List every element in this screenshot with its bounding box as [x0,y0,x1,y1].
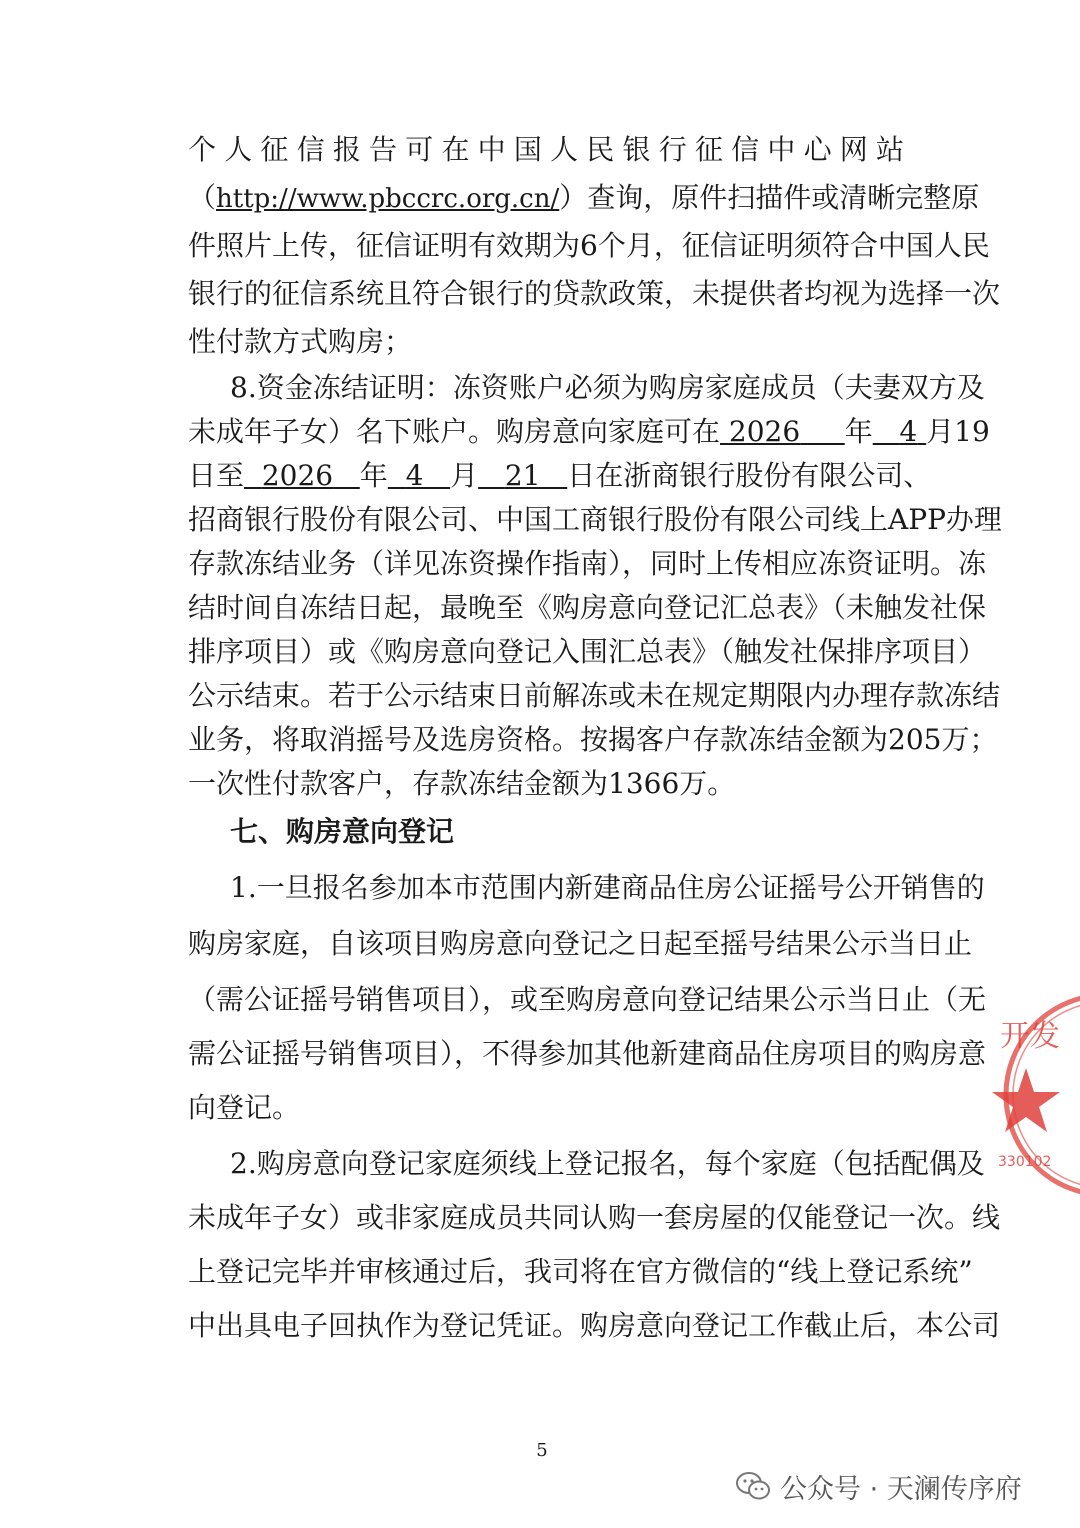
account-label[interactable]: 公众号 · 天澜传序府 [780,1473,1022,1505]
text-fragment: 日在浙商银行股份有限公司、 [567,459,932,492]
text-line: 上登记完毕并审核通过后，我司将在官方微信的“线上登记系统” [188,1255,973,1288]
text-fragment: 未成年子女）名下账户。购房意向家庭可在 [188,415,721,448]
text-line: 2.购房意向登记家庭须线上登记报名，每个家庭（包括配偶及 [230,1147,985,1180]
text-line [188,414,990,450]
text-line: 业务，将取消摇号及选房资格。按揭客户存款冻结金额为205万； [188,723,998,756]
text-fragment: 年 [359,459,388,492]
text-fragment: （ [188,181,217,214]
month-field: 4 [405,459,424,492]
text-line: 件照片上传，征信证明有效期为6个月，征信证明须符合中国人民 [188,229,990,262]
section-heading: 七、购房意向登记 [230,815,455,848]
text-line: 存款冻结业务（详见冻资操作指南），同时上传相应冻资证明。冻 [188,547,987,580]
page-number: 5 [536,1440,548,1461]
text-fragment: 日至 [188,459,245,492]
year-field: 2026 [261,459,334,492]
month-field: 4 [899,415,918,448]
wechat-footer [736,1466,1022,1506]
text-line: 中出具电子回执作为登记凭证。购房意向登记工作截止后，本公司 [188,1309,1001,1342]
text-line: 招商银行股份有限公司、中国工商银行股份有限公司线上APP办理 [188,503,1002,536]
text-line: 向登记。 [188,1091,301,1124]
text-fragment: 月19 [926,415,990,448]
text-fragment: 月 [450,459,479,492]
text-line: 一次性付款客户，存款冻结金额为1366万。 [188,767,736,800]
year-field: 2026 [728,415,801,448]
text-line: 个人征信报告可在中国人民银行征信中心网站 [188,133,904,166]
text-line [188,180,980,217]
text-line: 排序项目）或《购房意向登记入围汇总表》（触发社保排序项目） [188,635,987,668]
svg-text:330102: 330102 [998,1154,1052,1170]
text-line: 需公证摇号销售项目），不得参加其他新建商品住房项目的购房意 [188,1037,987,1070]
company-seal [986,990,1080,1200]
credit-center-link[interactable]: http://www.pbccrc.org.cn/ [216,184,560,214]
svg-text:开发: 开发 [1000,1019,1060,1054]
text-line: 性付款方式购房； [188,325,413,358]
text-line: 8.资金冻结证明：冻资账户必须为购房家庭成员（夫妻双方及 [230,371,985,404]
text-line: 未成年子女）或非家庭成员共同认购一套房屋的仅能登记一次。线 [188,1201,1001,1234]
seal-stamp-icon [986,990,1080,1200]
text-line: （需公证摇号销售项目），或至购房意向登记结果公示当日止（无 [188,983,987,1016]
text-line: 结时间自冻结日起，最晚至《购房意向登记汇总表》（未触发社保 [188,591,987,624]
text-line: 1.一旦报名参加本市范围内新建商品住房公证摇号公开销售的 [230,871,985,904]
text-line: 购房家庭，自该项目购房意向登记之日起至摇号结果公示当日止 [188,927,973,960]
day-field: 21 [504,459,541,492]
wechat-icon [736,1471,770,1501]
text-line: 公示结束。若于公示结束日前解冻或未在规定期限内办理存款冻结 [188,679,1001,712]
text-fragment: ）查询，原件扫描件或清晰完整原 [559,181,980,214]
text-line [188,458,932,494]
text-line: 银行的征信系统且符合银行的贷款政策，未提供者均视为选择一次 [188,277,1001,310]
text-fragment: 年 [844,415,873,448]
